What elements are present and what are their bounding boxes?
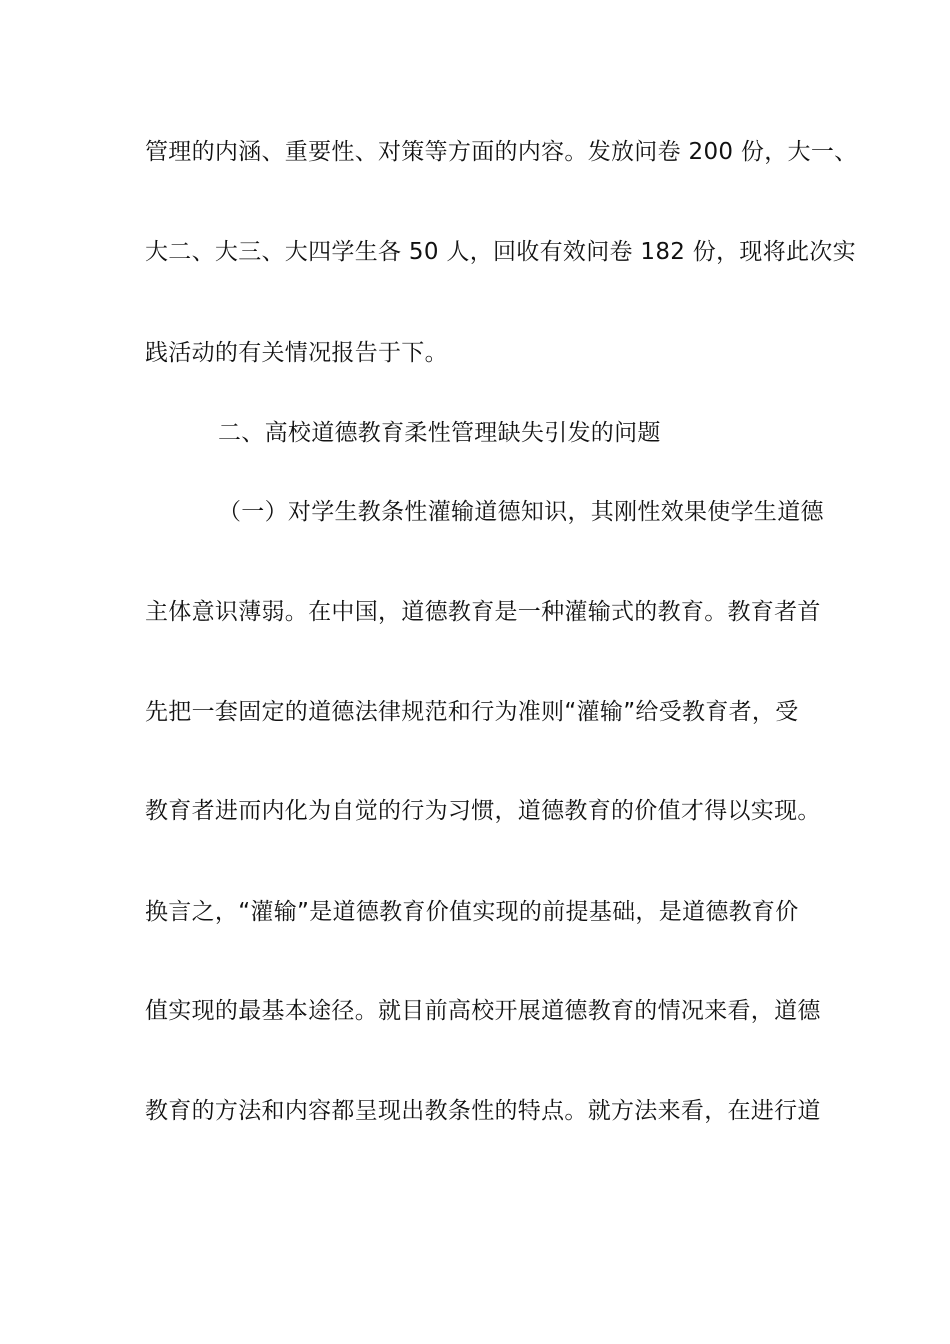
paragraph-line: 管理的内涵、重要性、对策等方面的内容。发放问卷 200 份，大一、: [145, 139, 858, 165]
paragraph-line: 大二、大三、大四学生各 50 人，回收有效问卷 182 份，现将此次实: [145, 239, 856, 265]
paragraph-line: 换言之，“灌输”是道德教育价值实现的前提基础，是道德教育价: [145, 899, 799, 925]
paragraph-line: 践活动的有关情况报告于下。: [145, 340, 448, 366]
section-heading: 二、高校道德教育柔性管理缺失引发的问题: [218, 420, 661, 446]
paragraph-line: 主体意识薄弱。在中国，道德教育是一种灌输式的教育。教育者首: [145, 599, 821, 625]
paragraph-line: 教育的方法和内容都呈现出教条性的特点。就方法来看，在进行道: [145, 1098, 821, 1124]
paragraph-line: 值实现的最基本途径。就目前高校开展道德教育的情况来看，道德: [145, 998, 821, 1024]
subsection-heading-line: （一）对学生教条性灌输道德知识，其刚性效果使学生道德: [218, 499, 824, 525]
paragraph-line: 先把一套固定的道德法律规范和行为准则“灌输”给受教育者，受: [145, 699, 799, 725]
paragraph-line: 教育者进而内化为自觉的行为习惯，道德教育的价值才得以实现。: [145, 798, 821, 824]
